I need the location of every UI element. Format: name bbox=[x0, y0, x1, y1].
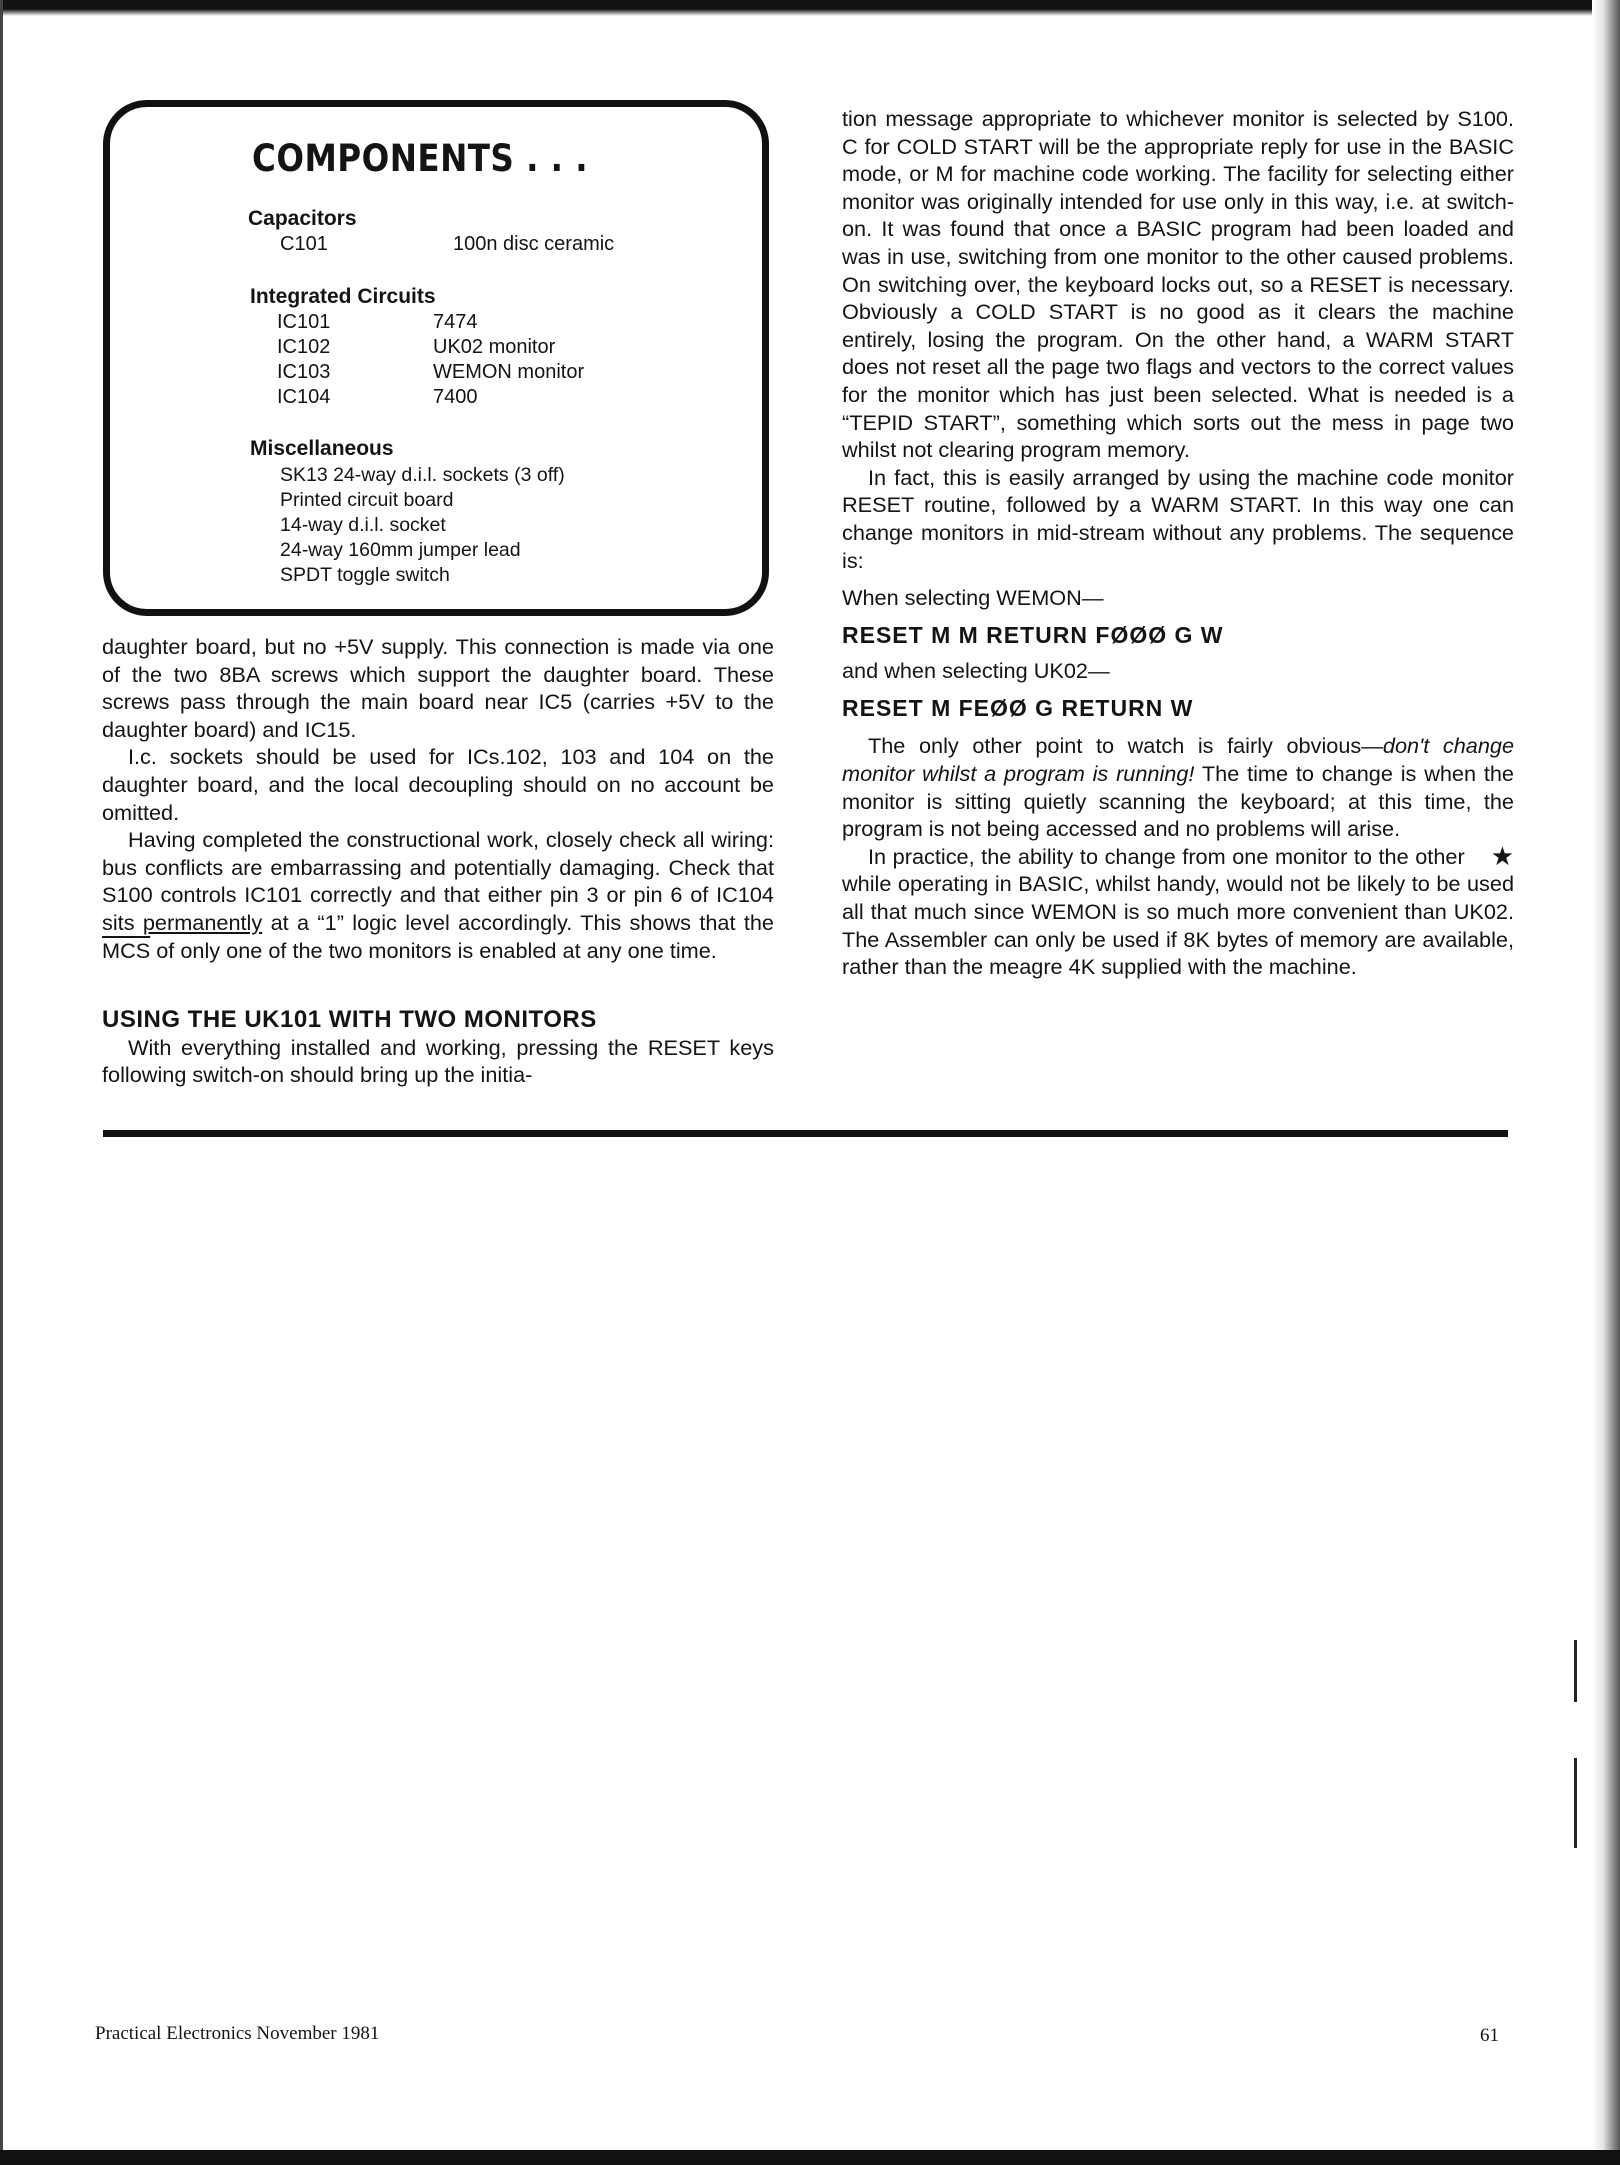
right-column bbox=[842, 105, 1514, 981]
text-run: at a “1” logic level accordingly. This shows that the bbox=[262, 909, 774, 935]
part-value: WEMON monitor bbox=[433, 361, 585, 383]
components-title-text: COMPONENTS bbox=[252, 137, 515, 180]
body-paragraph: tion message appropriate to whichever monitor is selected by S100. C for COLD START will be the appropriate reply for use in the BASIC mode, or M for machine code working. The facility for selecting either monitor was originally intended for use only in this way, i.e. at switch-on. It was found that once a BASIC program had been loaded and was in use, switching from one monitor to the other caused problems. On switching over, the keyboard locks out, so a RESET is necessary. Obviously a COLD START is no good as it clears the machine entirely, losing the program. On the other hand, a WARM START does not reset all the page two flags and vectors to the correct values for the monitor which has just been selected. What is needed is a “TEPID START”, something which sorts out the mess in page two whilst not clearing program memory. bbox=[842, 106, 1514, 463]
text-run: Having completed the constructional work, closely check all wiring: bus conflicts are embarrassing and potentially damaging. Check that S100 controls IC101 correctly and that either pin 3 or pin 6 of IC104 sits bbox=[102, 827, 774, 935]
misc-item: SK13 24-way d.i.l. sockets (3 off) bbox=[280, 464, 565, 486]
body-paragraph bbox=[842, 732, 1514, 842]
part-ref: C101 bbox=[280, 233, 328, 255]
misc-heading: Miscellaneous bbox=[250, 437, 394, 460]
components-box bbox=[103, 100, 769, 616]
misc-item: Printed circuit board bbox=[280, 489, 454, 511]
scan-border-top bbox=[0, 0, 1620, 16]
part-value: 7400 bbox=[433, 386, 478, 408]
components-title-dots: . . . bbox=[514, 137, 589, 180]
body-paragraph: In fact, this is easily arranged by using the machine code monitor RESET routine, followed by a WARM START. In this way one can change monitors in mid-stream without any problems. The sequence is: bbox=[842, 464, 1514, 573]
body-paragraph: With everything installed and working, pressing the RESET keys following switch-on should bring up the initia- bbox=[102, 1034, 774, 1088]
text-run: The only other point to watch is fairly obvious— bbox=[868, 733, 1383, 759]
part-value: 100n disc ceramic bbox=[453, 233, 615, 255]
scan-border-bottom bbox=[0, 2150, 1620, 2165]
part-value: 7474 bbox=[433, 311, 478, 333]
left-column bbox=[102, 633, 774, 1089]
end-star-icon: ★ bbox=[1490, 840, 1514, 871]
text-run: In practice, the ability to change from one monitor to the other while operating in BASIC, whilst handy, would not be likely to be used all that much since WEMON is so much more convenient than UK02. The Assembler can only be used if 8K bytes of memory are available, rather than the meagre 4K supplied with the machine. bbox=[842, 843, 1514, 980]
scan-border-left bbox=[0, 0, 3, 2165]
command-sequence: RESET M M RETURN FØØØ G W bbox=[842, 621, 1224, 648]
misc-item: 14-way d.i.l. socket bbox=[280, 514, 446, 536]
margin-mark bbox=[1574, 1640, 1577, 1702]
part-ref: IC104 bbox=[277, 386, 331, 408]
part-ref: IC103 bbox=[277, 361, 331, 383]
article-end-rule bbox=[103, 1130, 1508, 1137]
section-heading: USING THE UK101 WITH TWO MONITORS bbox=[102, 1006, 597, 1034]
body-text: When selecting WEMON— bbox=[842, 585, 1104, 611]
part-ref: IC101 bbox=[277, 311, 331, 333]
text-run: The time to change is when the monitor is sitting quietly scanning the keyboard; at this time, the program is not being accessed and no problems will arise. bbox=[842, 761, 1514, 842]
body-paragraph: I.c. sockets should be used for ICs.102, 103 and 104 on the daughter board, and the local decoupling should on no account be omitted. bbox=[102, 744, 774, 825]
part-value: UK02 monitor bbox=[433, 336, 556, 358]
body-text: and when selecting UK02— bbox=[842, 658, 1110, 684]
part-ref: IC102 bbox=[277, 336, 331, 358]
footer-publication: Practical Electronics November 1981 bbox=[95, 2023, 380, 2044]
text-run: of only one of the two monitors is enabled at any one time. bbox=[150, 937, 717, 963]
body-paragraph bbox=[102, 826, 774, 964]
scan-border-right bbox=[1592, 0, 1620, 2165]
command-sequence: RESET M FEØØ G RETURN W bbox=[842, 694, 1194, 721]
misc-item: SPDT toggle switch bbox=[280, 564, 450, 586]
italic-text: don't change monitor whilst a program is running! bbox=[842, 733, 1515, 787]
body-paragraph bbox=[842, 840, 1514, 981]
margin-mark bbox=[1574, 1758, 1577, 1848]
underlined-text: permanently bbox=[142, 909, 263, 935]
misc-item: 24-way 160mm jumper lead bbox=[280, 539, 521, 561]
components-title bbox=[252, 137, 588, 180]
footer-page-number: 61 bbox=[1480, 2025, 1499, 2046]
capacitors-heading: Capacitors bbox=[248, 207, 357, 230]
ics-heading: Integrated Circuits bbox=[250, 285, 436, 308]
body-paragraph: daughter board, but no +5V supply. This connection is made via one of the two 8BA screws which support the daughter board. These screws pass through the main board near IC5 (carries +5V to the daughter board) and IC15. bbox=[102, 634, 774, 742]
overlined-signal: $\overline{MCS}$ bbox=[102, 937, 151, 963]
